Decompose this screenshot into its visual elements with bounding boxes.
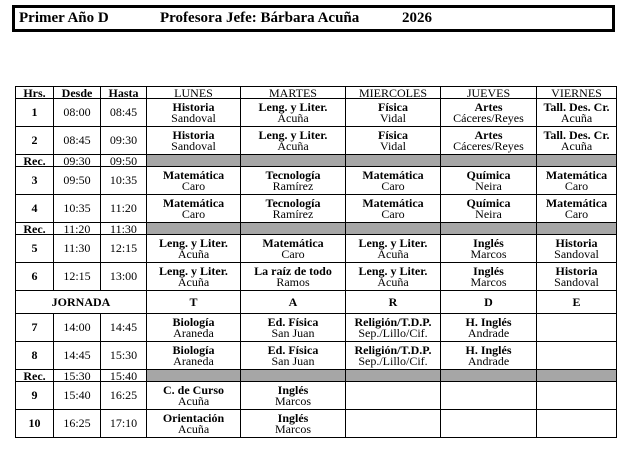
subject: Leng. y Liter. — [358, 235, 428, 250]
recess-cell — [241, 223, 346, 235]
teacher: Cáceres/Reyes — [453, 138, 524, 153]
subject: La raíz de todo — [254, 263, 332, 278]
class-cell — [241, 99, 346, 127]
subject: Física — [378, 127, 408, 142]
time-start: 09:30 — [54, 155, 101, 167]
recess-row — [16, 223, 617, 235]
subject: Inglés — [277, 410, 309, 425]
teacher: Caro — [564, 178, 589, 193]
class-row — [16, 410, 617, 438]
class-row — [16, 99, 617, 127]
class-cell — [346, 263, 441, 291]
hour-number: Rec. — [16, 223, 54, 235]
time-start: 11:20 — [54, 223, 101, 235]
recess-cell — [346, 223, 441, 235]
teacher: Cáceres/Reyes — [453, 110, 524, 125]
time-end: 11:20 — [101, 195, 147, 223]
time-end: 09:30 — [101, 127, 147, 155]
subject: Historia — [555, 263, 598, 278]
time-start: 10:35 — [54, 195, 101, 223]
time-end: 13:00 — [101, 263, 147, 291]
class-cell — [241, 235, 346, 263]
head-teacher: Profesora Jefe: Bárbara Acuña — [160, 10, 360, 26]
subject: Física — [378, 99, 408, 114]
class-cell — [241, 195, 346, 223]
class-cell — [441, 342, 537, 370]
teacher: Acuña — [277, 110, 309, 125]
subject: Religión/T.D.P. — [354, 314, 432, 329]
recess-cell — [241, 370, 346, 382]
subject: Leng. y Liter. — [358, 263, 428, 278]
class-row — [16, 314, 617, 342]
recess-cell — [147, 155, 241, 167]
time-end: 11:30 — [101, 223, 147, 235]
recess-cell — [241, 155, 346, 167]
teacher: Vidal — [380, 138, 406, 153]
class-cell — [147, 342, 241, 370]
teacher: San Juan — [271, 353, 315, 368]
subject: Biología — [172, 342, 215, 357]
subject: Química — [466, 167, 511, 182]
col-miercoles: MIERCOLES — [346, 87, 441, 99]
hour-number: 5 — [16, 235, 54, 263]
school-year: 2026 — [402, 10, 432, 26]
class-cell — [441, 127, 537, 155]
recess-cell — [346, 370, 441, 382]
subject: Tecnología — [265, 167, 321, 182]
class-cell — [346, 99, 441, 127]
class-cell — [441, 235, 537, 263]
jornada-letter: R — [346, 291, 441, 314]
time-end: 08:45 — [101, 99, 147, 127]
class-cell — [346, 167, 441, 195]
class-cell — [346, 127, 441, 155]
teacher: Marcos — [275, 421, 311, 436]
recess-cell — [537, 155, 617, 167]
teacher: Acuña — [177, 393, 210, 408]
recess-row — [16, 370, 617, 382]
col-martes: MARTES — [241, 87, 346, 99]
teacher: Acuña — [177, 274, 210, 289]
teacher: Ramos — [276, 274, 310, 289]
class-row — [16, 342, 617, 370]
recess-cell — [147, 223, 241, 235]
teacher: Andrade — [467, 353, 510, 368]
class-cell — [241, 127, 346, 155]
class-cell — [346, 382, 441, 410]
hour-number: 3 — [16, 167, 54, 195]
teacher: Sandoval — [171, 138, 216, 153]
subject: Matemática — [362, 195, 424, 210]
hour-number: 8 — [16, 342, 54, 370]
time-start: 12:15 — [54, 263, 101, 291]
teacher: Sandoval — [554, 246, 599, 261]
class-cell — [147, 195, 241, 223]
class-cell — [441, 314, 537, 342]
subject: Matemática — [162, 167, 225, 182]
subject: H. Inglés — [465, 314, 512, 329]
class-cell — [537, 167, 617, 195]
class-cell — [441, 263, 537, 291]
time-end: 15:40 — [101, 370, 147, 382]
class-cell — [537, 263, 617, 291]
teacher: Acuña — [277, 138, 309, 153]
class-row — [16, 167, 617, 195]
class-cell — [441, 382, 537, 410]
schedule-table — [15, 86, 617, 438]
class-cell — [441, 99, 537, 127]
class-cell — [537, 235, 617, 263]
subject: Leng. y Liter. — [258, 127, 328, 142]
teacher: Acuña — [560, 110, 593, 125]
col-jueves: JUEVES — [441, 87, 537, 99]
subject: Orientación — [162, 410, 225, 425]
subject: Inglés — [473, 235, 504, 250]
subject: Artes — [474, 127, 503, 142]
class-cell — [241, 410, 346, 438]
subject: Leng. y Liter. — [258, 99, 328, 114]
class-cell — [441, 195, 537, 223]
teacher: Sandoval — [171, 110, 216, 125]
teacher: Sandoval — [554, 274, 599, 289]
time-start: 08:45 — [54, 127, 101, 155]
subject: Artes — [474, 99, 503, 114]
class-cell — [346, 342, 441, 370]
time-start: 08:00 — [54, 99, 101, 127]
recess-cell — [441, 223, 537, 235]
class-row — [16, 263, 617, 291]
hour-number: Rec. — [16, 155, 54, 167]
recess-cell — [441, 370, 537, 382]
class-cell — [147, 314, 241, 342]
subject: Historia — [172, 99, 215, 114]
subject: Historia — [555, 235, 598, 250]
time-start: 11:30 — [54, 235, 101, 263]
class-cell — [537, 314, 617, 342]
class-cell — [346, 195, 441, 223]
class-row — [16, 235, 617, 263]
teacher: Acuña — [177, 421, 210, 436]
recess-row — [16, 155, 617, 167]
time-start: 15:40 — [54, 382, 101, 410]
teacher: Acuña — [377, 274, 409, 289]
recess-cell — [537, 370, 617, 382]
teacher: Ramírez — [272, 178, 314, 193]
subject: Inglés — [277, 382, 309, 397]
teacher: Araneda — [173, 353, 214, 368]
jornada-letter: A — [241, 291, 346, 314]
teacher: Ramírez — [272, 206, 314, 221]
subject: Matemática — [545, 167, 608, 182]
time-end: 14:45 — [101, 314, 147, 342]
teacher: Araneda — [173, 325, 214, 340]
teacher: Caro — [564, 206, 589, 221]
time-end: 16:25 — [101, 382, 147, 410]
class-cell — [346, 235, 441, 263]
col-hrs: Hrs. — [16, 87, 54, 99]
schedule-body — [16, 99, 617, 438]
subject: Historia — [172, 127, 215, 142]
class-cell — [346, 314, 441, 342]
teacher: Acuña — [560, 138, 593, 153]
time-end: 12:15 — [101, 235, 147, 263]
class-row — [16, 127, 617, 155]
class-cell — [346, 410, 441, 438]
teacher: Acuña — [377, 246, 409, 261]
jornada-label: JORNADA — [16, 291, 147, 314]
class-cell — [147, 99, 241, 127]
class-cell — [241, 167, 346, 195]
recess-cell — [346, 155, 441, 167]
teacher: San Juan — [271, 325, 315, 340]
time-start: 14:00 — [54, 314, 101, 342]
subject: Tall. Des. Cr. — [543, 99, 610, 114]
class-cell — [537, 99, 617, 127]
recess-cell — [147, 370, 241, 382]
teacher: Sep./Lillo/Cif. — [358, 325, 428, 340]
header-row — [16, 87, 617, 99]
time-start: 16:25 — [54, 410, 101, 438]
subject: Ed. Física — [267, 314, 319, 329]
teacher: Neira — [475, 206, 502, 221]
teacher: Caro — [381, 178, 405, 193]
class-cell — [241, 314, 346, 342]
subject: Matemática — [162, 195, 225, 210]
teacher: Caro — [181, 206, 206, 221]
col-hasta: Hasta — [101, 87, 147, 99]
hour-number: 2 — [16, 127, 54, 155]
hour-number: 1 — [16, 99, 54, 127]
time-start: 15:30 — [54, 370, 101, 382]
subject: C. de Curso — [162, 382, 224, 397]
class-cell — [241, 342, 346, 370]
subject: H. Inglés — [465, 342, 512, 357]
subject: Matemática — [362, 167, 424, 182]
hour-number: 6 — [16, 263, 54, 291]
class-cell — [537, 410, 617, 438]
subject: Biología — [172, 314, 215, 329]
class-cell — [441, 167, 537, 195]
time-end: 15:30 — [101, 342, 147, 370]
class-cell — [147, 167, 241, 195]
time-end: 17:10 — [101, 410, 147, 438]
class-cell — [147, 382, 241, 410]
class-row — [16, 382, 617, 410]
recess-cell — [441, 155, 537, 167]
schedule-header — [12, 5, 615, 32]
jornada-letter: T — [147, 291, 241, 314]
class-row — [16, 195, 617, 223]
class-cell — [537, 195, 617, 223]
teacher: Vidal — [380, 110, 406, 125]
class-cell — [537, 382, 617, 410]
subject: Matemática — [545, 195, 608, 210]
subject: Tall. Des. Cr. — [543, 127, 610, 142]
class-cell — [537, 342, 617, 370]
hour-number: 4 — [16, 195, 54, 223]
col-viernes: VIERNES — [537, 87, 617, 99]
time-start: 14:45 — [54, 342, 101, 370]
subject: Química — [466, 195, 511, 210]
teacher: Neira — [475, 178, 502, 193]
col-desde: Desde — [54, 87, 101, 99]
teacher: Marcos — [470, 274, 507, 289]
subject: Matemática — [262, 235, 324, 250]
subject: Leng. y Liter. — [159, 235, 228, 250]
subject: Inglés — [473, 263, 504, 278]
time-end: 10:35 — [101, 167, 147, 195]
subject: Ed. Física — [267, 342, 319, 357]
teacher: Caro — [281, 246, 305, 261]
class-cell — [241, 263, 346, 291]
course-title: Primer Año D — [19, 10, 109, 26]
class-cell — [241, 382, 346, 410]
recess-cell — [537, 223, 617, 235]
teacher: Caro — [381, 206, 405, 221]
class-cell — [441, 410, 537, 438]
hour-number: 7 — [16, 314, 54, 342]
class-cell — [147, 263, 241, 291]
hour-number: Rec. — [16, 370, 54, 382]
class-cell — [147, 127, 241, 155]
col-lunes: LUNES — [147, 87, 241, 99]
class-cell — [537, 127, 617, 155]
jornada-letter: D — [441, 291, 537, 314]
class-cell — [147, 235, 241, 263]
time-end: 09:50 — [101, 155, 147, 167]
jornada-row — [16, 291, 617, 314]
teacher: Andrade — [467, 325, 510, 340]
subject: Leng. y Liter. — [159, 263, 228, 278]
subject: Religión/T.D.P. — [354, 342, 432, 357]
teacher: Marcos — [275, 393, 311, 408]
teacher: Marcos — [470, 246, 507, 261]
teacher: Acuña — [177, 246, 210, 261]
teacher: Sep./Lillo/Cif. — [358, 353, 428, 368]
hour-number: 9 — [16, 382, 54, 410]
hour-number: 10 — [16, 410, 54, 438]
jornada-letter: E — [537, 291, 617, 314]
class-cell — [147, 410, 241, 438]
time-start: 09:50 — [54, 167, 101, 195]
teacher: Caro — [181, 178, 206, 193]
subject: Tecnología — [265, 195, 321, 210]
